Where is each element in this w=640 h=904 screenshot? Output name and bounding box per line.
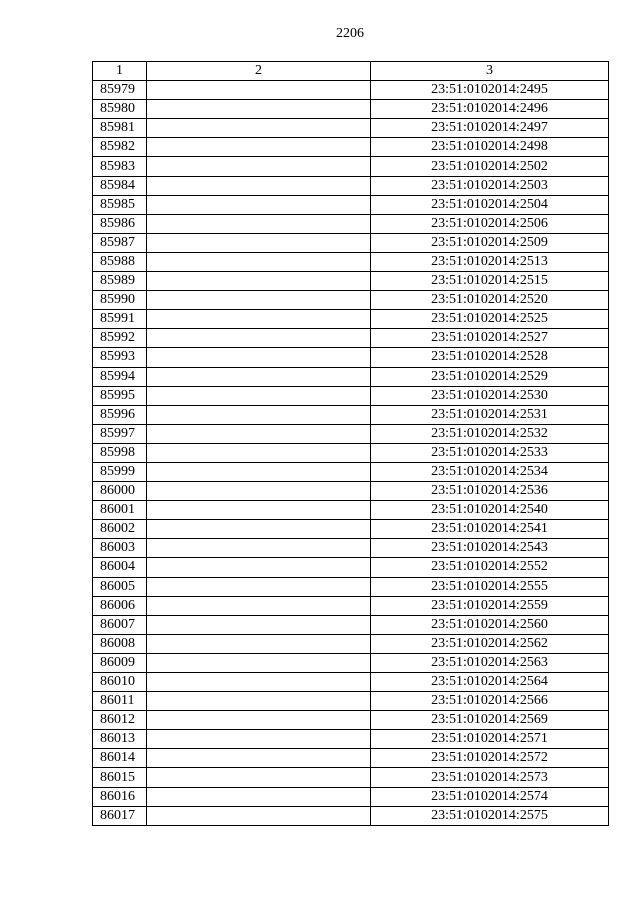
column-header: 3 — [371, 62, 609, 81]
row-number-cell: 86015 — [93, 768, 147, 787]
table-row — [93, 520, 609, 539]
table-row — [93, 673, 609, 692]
row-number-cell: 86007 — [93, 615, 147, 634]
name-cell — [147, 462, 371, 481]
table-row — [93, 730, 609, 749]
name-cell — [147, 214, 371, 233]
row-number-cell: 85994 — [93, 367, 147, 386]
row-number-cell: 85986 — [93, 214, 147, 233]
table-header-row — [93, 62, 609, 81]
name-cell — [147, 482, 371, 501]
cadastral-number-cell: 23:51:0102014:2555 — [371, 577, 609, 596]
cadastral-number-cell: 23:51:0102014:2532 — [371, 424, 609, 443]
cadastral-number-cell: 23:51:0102014:2527 — [371, 329, 609, 348]
row-number-cell: 85985 — [93, 195, 147, 214]
name-cell — [147, 233, 371, 252]
table-row — [93, 367, 609, 386]
name-cell — [147, 673, 371, 692]
column-header: 2 — [147, 62, 371, 81]
table-row — [93, 787, 609, 806]
table-row — [93, 119, 609, 138]
cadastral-number-cell: 23:51:0102014:2564 — [371, 673, 609, 692]
row-number-cell: 86005 — [93, 577, 147, 596]
row-number-cell: 85993 — [93, 348, 147, 367]
row-number-cell: 85982 — [93, 138, 147, 157]
row-number-cell: 85980 — [93, 100, 147, 119]
table-row — [93, 233, 609, 252]
table-row — [93, 768, 609, 787]
cadastral-number-cell: 23:51:0102014:2562 — [371, 634, 609, 653]
table-row — [93, 539, 609, 558]
table-row — [93, 482, 609, 501]
name-cell — [147, 81, 371, 100]
cadastral-number-cell: 23:51:0102014:2502 — [371, 157, 609, 176]
name-cell — [147, 291, 371, 310]
table-row — [93, 749, 609, 768]
name-cell — [147, 596, 371, 615]
cadastral-number-cell: 23:51:0102014:2574 — [371, 787, 609, 806]
cadastral-number-cell: 23:51:0102014:2497 — [371, 119, 609, 138]
table-row — [93, 692, 609, 711]
cadastral-number-cell: 23:51:0102014:2496 — [371, 100, 609, 119]
table-row — [93, 195, 609, 214]
cadastral-number-cell: 23:51:0102014:2573 — [371, 768, 609, 787]
table-row — [93, 386, 609, 405]
column-header: 1 — [93, 62, 147, 81]
name-cell — [147, 711, 371, 730]
table-row — [93, 634, 609, 653]
row-number-cell: 86003 — [93, 539, 147, 558]
name-cell — [147, 443, 371, 462]
name-cell — [147, 424, 371, 443]
row-number-cell: 85999 — [93, 462, 147, 481]
cadastral-number-cell: 23:51:0102014:2531 — [371, 405, 609, 424]
name-cell — [147, 520, 371, 539]
table-row — [93, 424, 609, 443]
name-cell — [147, 558, 371, 577]
table-row — [93, 806, 609, 825]
table-row — [93, 272, 609, 291]
table-row — [93, 577, 609, 596]
name-cell — [147, 768, 371, 787]
table-row — [93, 176, 609, 195]
row-number-cell: 86000 — [93, 482, 147, 501]
cadastral-number-cell: 23:51:0102014:2552 — [371, 558, 609, 577]
name-cell — [147, 252, 371, 271]
cadastral-number-cell: 23:51:0102014:2503 — [371, 176, 609, 195]
table-row — [93, 100, 609, 119]
row-number-cell: 86004 — [93, 558, 147, 577]
table-body — [93, 62, 609, 826]
name-cell — [147, 615, 371, 634]
cadastral-number-cell: 23:51:0102014:2506 — [371, 214, 609, 233]
row-number-cell: 86011 — [93, 692, 147, 711]
name-cell — [147, 501, 371, 520]
table-row — [93, 596, 609, 615]
name-cell — [147, 348, 371, 367]
row-number-cell: 86008 — [93, 634, 147, 653]
name-cell — [147, 157, 371, 176]
name-cell — [147, 119, 371, 138]
cadastral-number-cell: 23:51:0102014:2498 — [371, 138, 609, 157]
cadastral-number-cell: 23:51:0102014:2504 — [371, 195, 609, 214]
cadastral-number-cell: 23:51:0102014:2529 — [371, 367, 609, 386]
cadastral-number-cell: 23:51:0102014:2575 — [371, 806, 609, 825]
table-row — [93, 405, 609, 424]
name-cell — [147, 176, 371, 195]
name-cell — [147, 405, 371, 424]
name-cell — [147, 749, 371, 768]
name-cell — [147, 539, 371, 558]
row-number-cell: 86016 — [93, 787, 147, 806]
row-number-cell: 85979 — [93, 81, 147, 100]
table-row — [93, 81, 609, 100]
cadastral-number-cell: 23:51:0102014:2534 — [371, 462, 609, 481]
row-number-cell: 85998 — [93, 443, 147, 462]
row-number-cell: 86002 — [93, 520, 147, 539]
row-number-cell: 85987 — [93, 233, 147, 252]
name-cell — [147, 692, 371, 711]
name-cell — [147, 138, 371, 157]
cadastral-number-cell: 23:51:0102014:2569 — [371, 711, 609, 730]
row-number-cell: 85997 — [93, 424, 147, 443]
cadastral-number-cell: 23:51:0102014:2509 — [371, 233, 609, 252]
row-number-cell: 86010 — [93, 673, 147, 692]
row-number-cell: 85989 — [93, 272, 147, 291]
name-cell — [147, 329, 371, 348]
row-number-cell: 85996 — [93, 405, 147, 424]
name-cell — [147, 634, 371, 653]
name-cell — [147, 577, 371, 596]
name-cell — [147, 653, 371, 672]
name-cell — [147, 367, 371, 386]
cadastral-number-cell: 23:51:0102014:2543 — [371, 539, 609, 558]
cadastral-number-cell: 23:51:0102014:2513 — [371, 252, 609, 271]
row-number-cell: 85992 — [93, 329, 147, 348]
row-number-cell: 85991 — [93, 310, 147, 329]
page-number: 2206 — [336, 26, 364, 41]
cadastral-number-cell: 23:51:0102014:2559 — [371, 596, 609, 615]
cadastral-number-cell: 23:51:0102014:2495 — [371, 81, 609, 100]
table-row — [93, 443, 609, 462]
name-cell — [147, 787, 371, 806]
cadastral-number-cell: 23:51:0102014:2520 — [371, 291, 609, 310]
row-number-cell: 85995 — [93, 386, 147, 405]
row-number-cell: 86006 — [93, 596, 147, 615]
table-row — [93, 138, 609, 157]
table-row — [93, 291, 609, 310]
row-number-cell: 86017 — [93, 806, 147, 825]
cadastral-number-cell: 23:51:0102014:2530 — [371, 386, 609, 405]
cadastral-number-cell: 23:51:0102014:2566 — [371, 692, 609, 711]
table-row — [93, 558, 609, 577]
table-row — [93, 214, 609, 233]
row-number-cell: 85984 — [93, 176, 147, 195]
name-cell — [147, 310, 371, 329]
cadastral-number-cell: 23:51:0102014:2572 — [371, 749, 609, 768]
table-row — [93, 157, 609, 176]
cadastral-number-cell: 23:51:0102014:2541 — [371, 520, 609, 539]
name-cell — [147, 730, 371, 749]
cadastral-number-cell: 23:51:0102014:2540 — [371, 501, 609, 520]
name-cell — [147, 386, 371, 405]
row-number-cell: 86012 — [93, 711, 147, 730]
cadastral-number-cell: 23:51:0102014:2515 — [371, 272, 609, 291]
row-number-cell: 86009 — [93, 653, 147, 672]
table-row — [93, 615, 609, 634]
cadastral-number-cell: 23:51:0102014:2533 — [371, 443, 609, 462]
row-number-cell: 85983 — [93, 157, 147, 176]
cadastral-number-cell: 23:51:0102014:2528 — [371, 348, 609, 367]
row-number-cell: 85988 — [93, 252, 147, 271]
cadastral-number-cell: 23:51:0102014:2571 — [371, 730, 609, 749]
cadastral-number-cell: 23:51:0102014:2563 — [371, 653, 609, 672]
table-row — [93, 653, 609, 672]
table-row — [93, 462, 609, 481]
cadastral-number-cell: 23:51:0102014:2525 — [371, 310, 609, 329]
row-number-cell: 86013 — [93, 730, 147, 749]
row-number-cell: 85990 — [93, 291, 147, 310]
name-cell — [147, 272, 371, 291]
cadastral-number-cell: 23:51:0102014:2560 — [371, 615, 609, 634]
table-row — [93, 329, 609, 348]
cadastral-number-cell: 23:51:0102014:2536 — [371, 482, 609, 501]
registry-table — [92, 61, 609, 826]
name-cell — [147, 100, 371, 119]
table-row — [93, 348, 609, 367]
table-row — [93, 711, 609, 730]
row-number-cell: 86014 — [93, 749, 147, 768]
row-number-cell: 86001 — [93, 501, 147, 520]
name-cell — [147, 806, 371, 825]
table-row — [93, 501, 609, 520]
table-row — [93, 310, 609, 329]
table-row — [93, 252, 609, 271]
name-cell — [147, 195, 371, 214]
row-number-cell: 85981 — [93, 119, 147, 138]
